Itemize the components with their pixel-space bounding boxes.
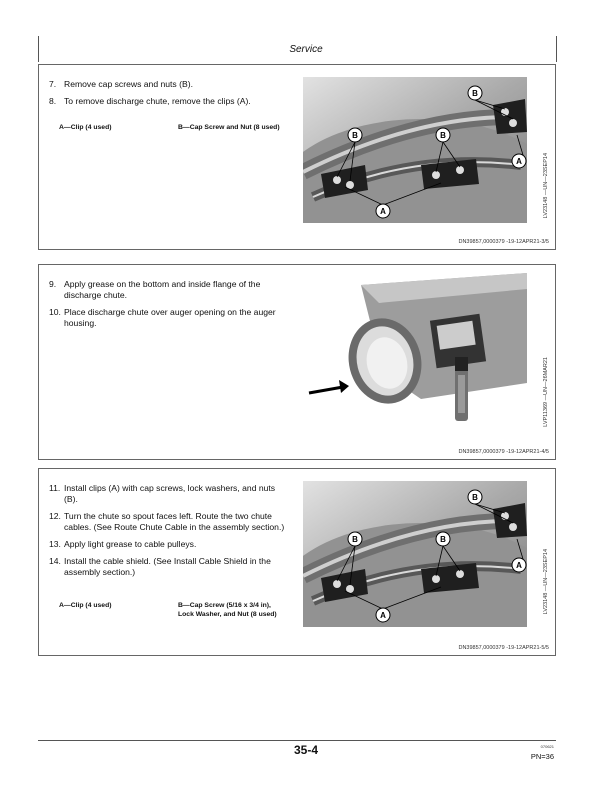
callout-b: B	[352, 131, 358, 140]
figure-code: LV23148 —UN—23SEP14	[543, 153, 549, 219]
callout-b: B	[440, 131, 446, 140]
install-clips-photo	[303, 481, 527, 627]
legend-cap-screw: B—Cap Screw and Nut (8 used)	[178, 124, 280, 131]
chute-clips-photo	[303, 77, 527, 223]
callout-a: A	[516, 157, 522, 166]
footer-pn: PN=36	[530, 752, 554, 761]
page-number: 35-4	[293, 743, 319, 757]
step-item: 10. Place discharge chute over auger opening on the auger housing.	[49, 307, 276, 328]
callout-b: B	[352, 535, 358, 544]
callout-b: B	[472, 493, 478, 502]
steps-list	[49, 79, 287, 113]
steps-list	[49, 483, 287, 584]
callout-b: B	[472, 89, 478, 98]
legend-cap-screw: B—Cap Screw (5/16 x 3/4 in), Lock Washer, and Nut (8 used)	[178, 602, 277, 618]
document-code: DN39857,0000379 -19-12APR21-5/5	[458, 645, 549, 651]
step-item: 9. Apply grease on the bottom and inside flange of the discharge chute.	[49, 279, 261, 300]
footer-rule	[38, 740, 556, 741]
footer-date-code: 070621	[540, 744, 554, 749]
step-item: 7. Remove cap screws and nuts (B).	[49, 79, 193, 89]
step-item: 13. Apply light grease to cable pulleys.	[49, 539, 197, 549]
legend-clip: A—Clip (4 used)	[59, 602, 112, 609]
callout-a: A	[380, 611, 386, 620]
callout-a: A	[516, 561, 522, 570]
legend-clip: A—Clip (4 used)	[59, 124, 112, 131]
step-item: 12. Turn the chute so spout faces left. Route the two chute cables. (See Route Chute Cable in the assembly section.)	[49, 511, 285, 532]
document-code: DN39857,0000379 -19-12APR21-3/5	[458, 239, 549, 245]
procedure-panel-1	[38, 64, 556, 250]
figure-code: LVP11369 —UN—26MAR21	[543, 357, 549, 427]
step-item: 14. Install the cable shield. (See Install Cable Shield in the assembly section.)	[49, 556, 271, 577]
step-item: 11. Install clips (A) with cap screws, lock washers, and nuts (B).	[49, 483, 276, 504]
callout-b: B	[440, 535, 446, 544]
step-item: 8. To remove discharge chute, remove the clips (A).	[49, 96, 251, 106]
document-code: DN39857,0000379 -19-12APR21-4/5	[458, 449, 549, 455]
procedure-panel-2	[38, 264, 556, 460]
figure-code: LV23148 —UN—23SEP14	[543, 549, 549, 615]
page-header-title: Service	[289, 44, 323, 55]
callout-a: A	[380, 207, 386, 216]
grease-chute-photo	[303, 273, 527, 443]
steps-list	[49, 279, 287, 335]
procedure-panel-3	[38, 468, 556, 656]
